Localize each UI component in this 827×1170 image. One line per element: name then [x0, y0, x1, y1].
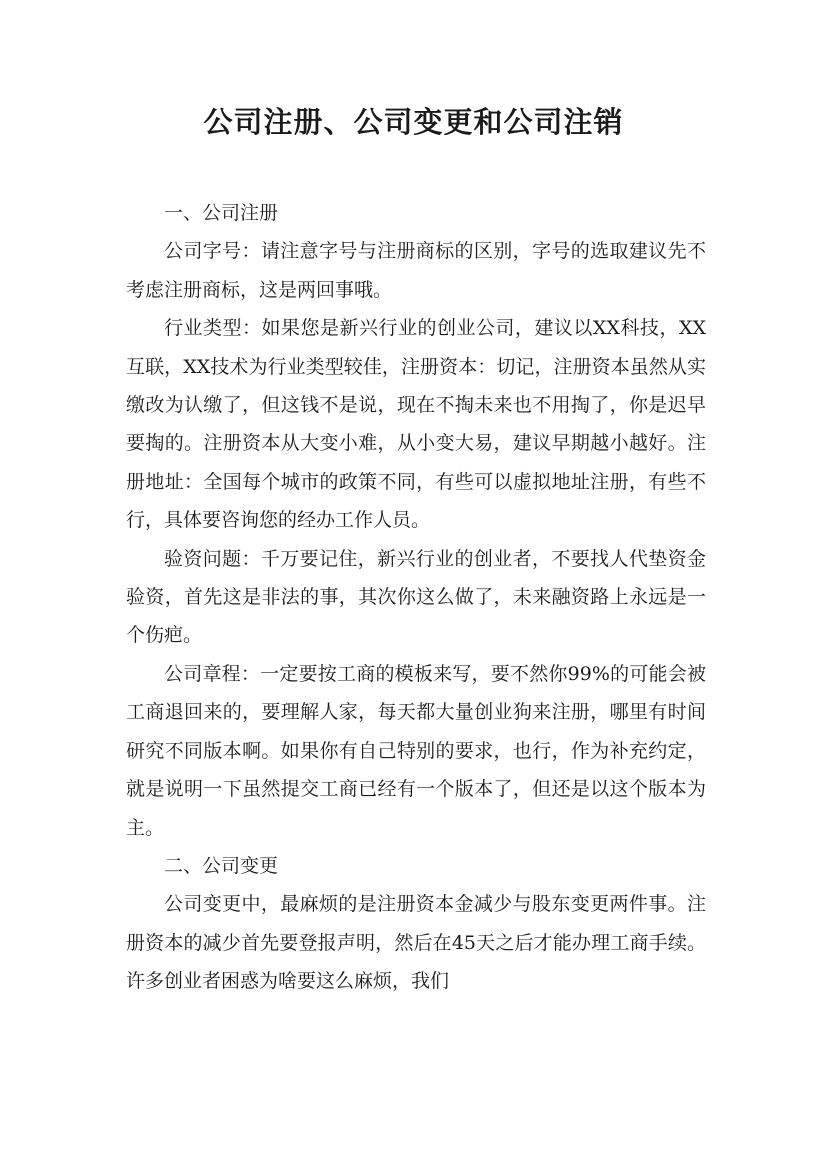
paragraph-industry-type: 行业类型：如果您是新兴行业的创业公司，建议以XX科技，XX互联，XX技术为行业类型较佳，注册资本：切记，注册资本虽然从实缴改为认缴了，但这钱不是说，现在不掏未来也不用掏了，你是迟早要掏的。注册资本从大变小难，从小变大易，建议早期越小越好。注册地址：全国每个城市的政策不同，有些可以虚拟地址注册，有些不行，具体要咨询您的经办工作人员。	[126, 317, 706, 532]
paragraph-company-change: 公司变更中，最麻烦的是注册资本金减少与股东变更两件事。注册资本的减少首先要登报声明，然后在45天之后才能办理工商手续。许多创业者困惑为啥要这么麻烦，我们	[126, 893, 706, 993]
paragraph-company-name: 公司字号：请注意字号与注册商标的区别，字号的选取建议先不考虑注册商标，这是两回事哦。	[126, 240, 706, 301]
section-heading-change: 二、公司变更	[164, 854, 279, 877]
paragraph-articles-of-association: 公司章程：一定要按工商的模板来写，要不然你99%的可能会被工商退回来的，要理解人家，每天都大量创业狗来注册，哪里有时间研究不同版本啊。如果你有自己特别的要求，也行，作为补充约定，就是说明一下虽然提交工商已经有一个版本了，但还是以这个版本为主。	[126, 662, 706, 839]
document-title: 公司注册、公司变更和公司注销	[203, 105, 624, 139]
paragraph-capital-verification: 验资问题：千万要记住，新兴行业的创业者，不要找人代垫资金验资，首先这是非法的事，其次你这么做了，未来融资路上永远是一个伤疤。	[126, 547, 706, 647]
section-heading-registration: 一、公司注册	[164, 202, 279, 224]
document-body	[126, 194, 706, 1001]
